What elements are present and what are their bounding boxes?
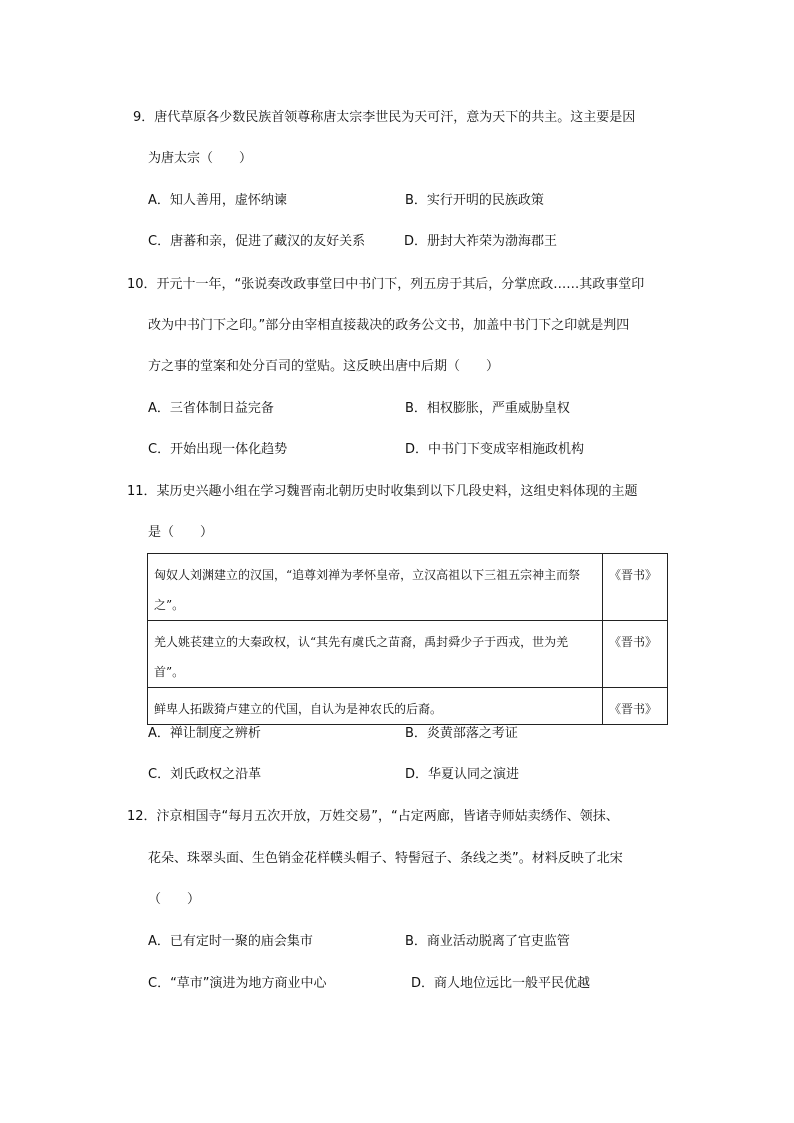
question-9-option-d[interactable]: D．册封大祚荣为渤海郡王: [404, 234, 558, 249]
question-11-option-a[interactable]: A．禅让制度之辨析: [148, 726, 261, 741]
question-11-option-b[interactable]: B．炎黄部落之考证: [405, 726, 518, 741]
source-book: 《晋书》: [603, 688, 668, 725]
question-10-stem-line-3: 方之事的堂案和处分百司的堂贴。这反映出唐中后期（ ）: [148, 359, 500, 374]
question-11-stem-line-2: 是（ ）: [148, 525, 214, 540]
question-9-option-c[interactable]: C．唐蕃和亲，促进了藏汉的友好关系: [148, 234, 366, 249]
question-9-stem-line-2: 为唐太宗（ ）: [148, 151, 253, 166]
table-row: [148, 621, 668, 688]
source-text: 鲜卑人拓跋猗卢建立的代国，自认为是神农氏的后裔。: [148, 688, 603, 725]
source-book: 《晋书》: [603, 554, 668, 621]
question-12-option-a[interactable]: A．已有定时一聚的庙会集市: [148, 934, 313, 949]
question-10-option-b[interactable]: B．相权膨胀，严重威胁皇权: [405, 401, 570, 416]
question-10-option-d[interactable]: D．中书门下变成宰相施政机构: [405, 442, 585, 457]
question-9-stem-line-1: 9．唐代草原各少数民族首领尊称唐太宗李世民为天可汗，意为天下的共主。这主要是因: [133, 110, 636, 125]
source-table: [147, 553, 668, 725]
question-12-stem-line-1: 12．汴京相国寺“每月五次开放，万姓交易”，“占定两廊，皆诸寺师姑卖绣作、领抹、: [127, 809, 619, 824]
source-text: 羌人姚苌建立的大秦政权，认“其先有虞氏之苗裔，禹封舜少子于西戎，世为羌首”。: [148, 621, 603, 688]
question-10-stem-line-1: 10．开元十一年，“张说奏改政事堂曰中书门下，列五房于其后，分掌庶政……其政事堂印: [127, 277, 645, 292]
question-9-option-b[interactable]: B．实行开明的民族政策: [405, 193, 544, 208]
table-row: [148, 688, 668, 725]
question-11-option-d[interactable]: D．华夏认同之演进: [405, 767, 520, 782]
question-10-option-c[interactable]: C．开始出现一体化趋势: [148, 442, 288, 457]
question-10-stem-line-2: 改为中书门下之印。”部分由宰相直接裁决的政务公文书，加盖中书门下之印就是判四: [148, 318, 630, 333]
question-12-stem-line-3: （ ）: [148, 892, 201, 907]
question-12-option-b[interactable]: B．商业活动脱离了官吏监管: [405, 934, 570, 949]
source-book: 《晋书》: [603, 621, 668, 688]
question-9-option-a[interactable]: A．知人善用，虚怀纳谏: [148, 193, 287, 208]
question-12-stem-line-2: 花朵、珠翠头面、生色销金花样幞头帽子、特髻冠子、条线之类”。材料反映了北宋: [148, 851, 623, 866]
question-12-option-d[interactable]: D．商人地位远比一般平民优越: [411, 976, 591, 991]
question-11-option-c[interactable]: C．刘氏政权之沿革: [148, 767, 262, 782]
question-12-option-c[interactable]: C．“草市”演进为地方商业中心: [148, 976, 327, 991]
table-row: [148, 554, 668, 621]
question-11-stem-line-1: 11．某历史兴趣小组在学习魏晋南北朝历史时收集到以下几段史料，这组史料体现的主题: [127, 484, 638, 499]
source-text: 匈奴人刘渊建立的汉国，“追尊刘禅为孝怀皇帝，立汉高祖以下三祖五宗神主而祭之”。: [148, 554, 603, 621]
question-10-option-a[interactable]: A．三省体制日益完备: [148, 401, 274, 416]
